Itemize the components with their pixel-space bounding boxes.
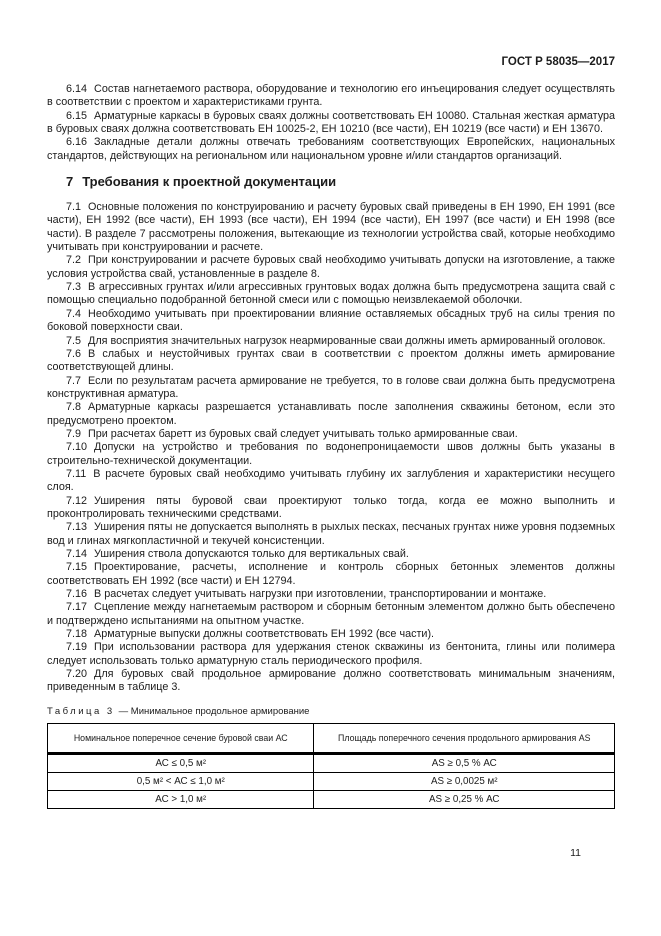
paragraph-7-15	[47, 561, 615, 588]
paragraph-number: 7.3	[66, 281, 82, 294]
table-3-caption	[47, 706, 615, 717]
paragraph-number: 7.8	[66, 401, 82, 414]
paragraph-6-16	[47, 136, 615, 163]
paragraph-number: 7.20	[66, 668, 88, 681]
paragraph-text: Арматурные выпуски должны соответствовать ЕН 1992 (все части).	[94, 628, 435, 641]
paragraph-text: Арматурные каркасы в буровых сваях должны соответствовать ЕН 10080. Стальная жесткая арматура в буровых сваях должна соответствовать ЕН 10025-2, ЕН 10210 (все части), ЕН 10219 (все части) и ЕН 13670.	[47, 109, 615, 136]
document-code-header: ГОСТ Р 58035—2017	[501, 56, 615, 68]
page-number: 11	[570, 847, 581, 859]
paragraph-text: Основные положения по конструированию и расчету буровых свай приведены в ЕН 1990, ЕН 1991 (все части), ЕН 1992 (все части), ЕН 1993 (все части), ЕН 1994 (все части), ЕН 1997 (все части) и ЕН 1998 (все части). В разделе 7 рассмотрены положения, вытекающие из технологии устройства свай, которые необходимо учитывать при конструировании и расчете.	[47, 201, 615, 254]
paragraph-number: 7.19	[66, 641, 88, 654]
paragraph-text: Сцепление между нагнетаемым раствором и сборным бетонным элементом должно быть обеспечено и подтверждено испытаниями на опытном участке.	[47, 601, 615, 627]
paragraph-7-1	[47, 201, 615, 254]
paragraph-number: 7.7	[66, 374, 82, 387]
paragraph-text: Необходимо учитывать при проектировании влияние оставляемых обсадных труб на силы трения по боковой поверхности сваи.	[47, 307, 615, 334]
paragraph-text: Уширения пяты не допускается выполнять в рыхлых песках, песчаных грунтах ниже уровня подземных вод и глинах мягкопластичной и текучей консистенции.	[47, 521, 615, 547]
table-cell: AS ≥ 0,0025 м²	[314, 772, 615, 790]
table-cell: АС > 1,0 м²	[48, 790, 314, 808]
section-7-heading	[47, 174, 615, 189]
paragraph-7-8	[47, 401, 615, 428]
table-cell: АС ≤ 0,5 м²	[48, 753, 314, 772]
paragraph-number: 7.2	[66, 254, 82, 267]
paragraph-text: В расчетах следует учитывать нагрузки при изготовлении, транспортировании и монтаже.	[94, 588, 547, 601]
paragraph-7-3	[47, 281, 615, 308]
paragraph-number: 7.1	[66, 201, 82, 214]
paragraph-number: 7.16	[66, 588, 88, 601]
paragraph-text: Состав нагнетаемого раствора, оборудование и технологию его инъецирования следует осуществлять в соответствии с проектом и характеристиками грунта.	[47, 83, 615, 109]
page-content	[47, 56, 615, 809]
table-caption-label: Таблица 3	[47, 705, 115, 717]
table-row	[48, 790, 615, 808]
table-cell: 0,5 м² < АС ≤ 1,0 м²	[48, 772, 314, 790]
paragraph-number: 7.14	[66, 548, 88, 560]
paragraph-text: В расчете буровых свай необходимо учитывать глубину их заглубления и характеристики несущего слоя.	[47, 467, 615, 494]
paragraph-number: 7.18	[66, 628, 88, 641]
paragraph-7-7	[47, 375, 615, 402]
paragraph-number: 7.5	[66, 334, 82, 347]
paragraph-text: Проектирование, расчеты, исполнение и контроль сборных бетонных элементов должны соответствовать ЕН 1992 (все части) и ЕН 12794.	[47, 561, 615, 587]
section-title: Требования к проектной документации	[82, 174, 337, 190]
paragraph-7-13	[47, 521, 615, 548]
paragraph-text: При расчетах баретт из буровых свай следует учитывать только армированные сваи.	[88, 427, 518, 440]
table-header-row	[48, 723, 615, 753]
paragraph-number: 7.17	[66, 601, 88, 614]
paragraph-7-20	[47, 668, 615, 695]
table-header-cell-cross-section: Номинальное поперечное сечение буровой сваи АС	[48, 723, 314, 753]
paragraph-7-14	[47, 548, 615, 561]
paragraph-7-4	[47, 308, 615, 335]
paragraph-number: 7.4	[66, 307, 82, 320]
paragraph-number: 7.6	[66, 347, 82, 360]
paragraph-text: В слабых и неустойчивых грунтах сваи в соответствии с проектом должны иметь армирование соответствующей длины.	[47, 347, 615, 374]
paragraph-number: 7.9	[66, 427, 82, 440]
paragraph-number: 7.13	[66, 521, 88, 534]
paragraph-number: 7.10	[66, 441, 88, 454]
paragraph-number: 6.16	[66, 136, 88, 149]
table-3-minimal-reinforcement	[47, 723, 615, 809]
table-row	[48, 772, 615, 790]
paragraph-text: Если по результатам расчета армирование не требуется, то в голове сваи должна быть предусмотрена конструктивная арматура.	[47, 374, 615, 400]
paragraph-number: 7.15	[66, 561, 88, 574]
table-row	[48, 753, 615, 772]
paragraph-text: Для буровых свай продольное армирование должно соответствовать минимальным значениям, приведенным в таблице 3.	[47, 668, 615, 694]
paragraph-text: При использовании раствора для удержания стенок скважины из бентонита, глины или полимера следует использовать только арматурную сталь периодического профиля.	[47, 641, 615, 667]
paragraph-number: 7.11	[66, 467, 87, 480]
paragraph-6-14	[47, 83, 615, 110]
paragraph-6-15	[47, 110, 615, 137]
paragraph-7-6	[47, 348, 615, 375]
paragraph-text: Уширения ствола допускаются только для вертикальных свай.	[94, 548, 409, 560]
paragraph-7-16	[47, 588, 615, 601]
paragraph-7-17	[47, 601, 615, 628]
paragraph-7-9	[47, 428, 615, 441]
paragraph-number: 6.14	[66, 83, 88, 95]
paragraph-7-2	[47, 254, 615, 281]
table-cell: AS ≥ 0,25 % АС	[314, 790, 615, 808]
paragraph-text: Для восприятия значительных нагрузок неармированные сваи должны иметь армированный оголовок.	[88, 334, 606, 347]
table-cell: AS ≥ 0,5 % АС	[314, 753, 615, 772]
paragraph-text: При конструировании и расчете буровых свай необходимо учитывать допуски на изготовление, а также условия устройства свай, установленные в разделе 8.	[47, 254, 615, 280]
paragraph-text: Уширения пяты буровой сваи проектируют только тогда, когда ее можно выполнить и проконтролировать техническими средствами.	[47, 494, 615, 520]
paragraph-number: 6.15	[66, 109, 88, 122]
paragraph-7-18	[47, 628, 615, 641]
paragraph-7-11	[47, 468, 615, 495]
paragraph-text: Закладные детали должны отвечать требованиям соответствующих Европейских, национальных стандартов, действующих на региональном или национальном уровне и/или стандартов организаций.	[47, 136, 615, 162]
paragraph-7-19	[47, 641, 615, 668]
paragraph-text: Допуски на устройство и требования по водонепроницаемости швов должны быть указаны в строительно-технической документации.	[47, 441, 615, 467]
table-caption-title: — Минимальное продольное армирование	[118, 705, 310, 717]
paragraph-7-5	[47, 335, 615, 348]
paragraph-7-10	[47, 441, 615, 468]
table-header-cell-reinforcement-area: Площадь поперечного сечения продольного армирования AS	[314, 723, 615, 753]
paragraph-number: 7.12	[66, 494, 88, 507]
paragraph-text: В агрессивных грунтах и/или агрессивных грунтовых водах должна быть предусмотрена защита свай с помощью специально подобранной бетонной смеси или с помощью неизвлекаемой оболочки.	[47, 281, 615, 307]
section-number: 7	[66, 174, 74, 190]
paragraph-7-12	[47, 495, 615, 522]
paragraph-text: Арматурные каркасы разрешается устанавливать после заполнения скважины бетоном, если это предусмотрено проектом.	[47, 401, 615, 427]
